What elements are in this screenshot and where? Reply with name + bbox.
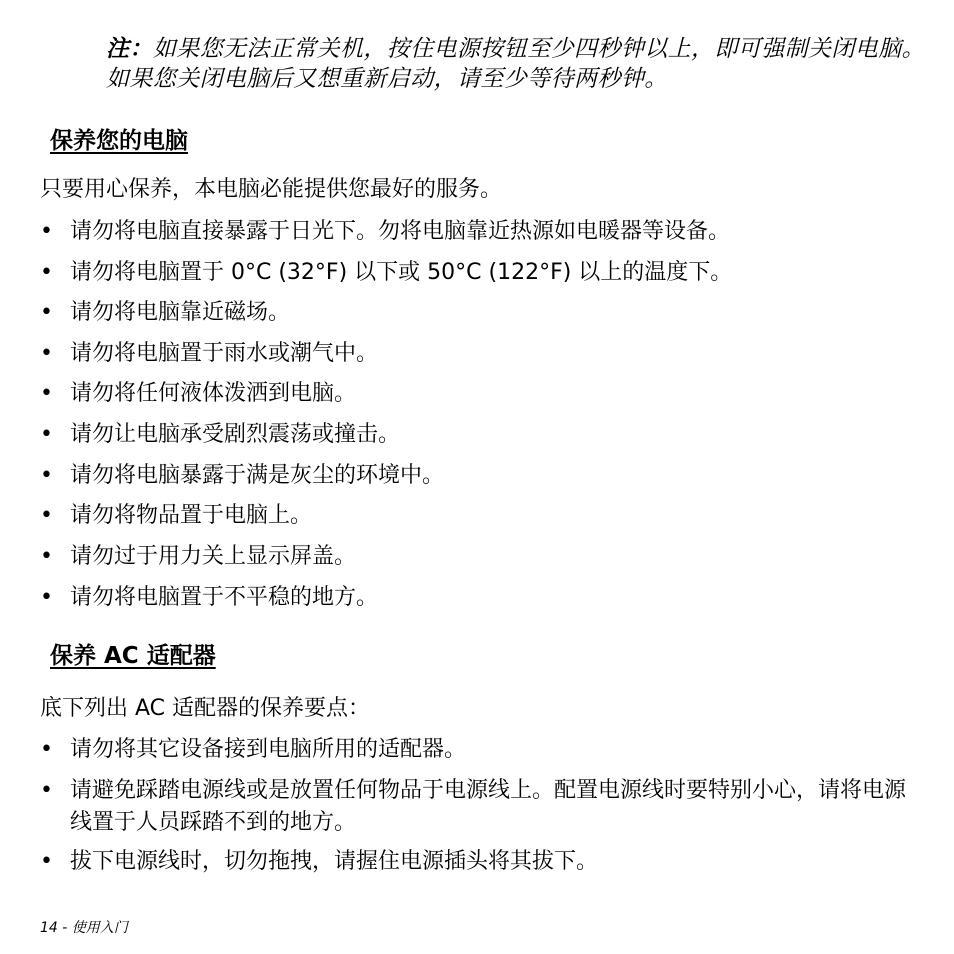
list-item: • 请勿将电脑置于雨水或潮气中。 [40,338,920,370]
bullet-icon: • [40,219,53,244]
bullet-icon: • [40,260,53,285]
bullet-icon: • [40,422,53,447]
section-heading-adapter-care: 保养 AC 适配器 [50,643,216,669]
computer-care-intro: 只要用心保养，本电脑必能提供您最好的服务。 [40,177,503,202]
list-item: • 请避免踩踏电源线或是放置任何物品于电源线上。配置电源线时要特别小心，请将电源线置于人员踩踏不到的地方。 [40,775,920,839]
bullet-icon: • [40,463,53,488]
section-heading-computer-care: 保养您的电脑 [50,128,188,154]
list-item: • 请勿将电脑直接暴露于日光下。勿将电脑靠近热源如电暖器等设备。 [40,216,920,248]
note-text: 如果您无法正常关机，按住电源按钮至少四秒钟以上，即可强制关闭电脑。如果您关闭电脑后又想重新启动，请至少等待两秒钟。 [106,36,926,92]
bullet-icon: • [40,381,53,406]
page-footer: 14 - 使用入门 [40,920,128,936]
list-item: • 请勿将电脑置于 0°C (32°F) 以下或 50°C (122°F) 以上的温度下。 [40,257,920,289]
bullet-icon: • [40,341,53,366]
list-item: • 请勿过于用力关上显示屏盖。 [40,541,920,573]
bullet-icon: • [40,585,53,610]
bullet-icon: • [40,503,53,528]
bullet-icon: • [40,737,53,762]
bullet-icon: • [40,778,53,803]
bullet-icon: • [40,849,53,874]
list-item: • 拔下电源线时，切勿拖拽，请握住电源插头将其拔下。 [40,846,920,878]
adapter-care-intro: 底下列出 AC 适配器的保养要点： [40,696,371,721]
list-item: • 请勿让电脑承受剧烈震荡或撞击。 [40,419,920,451]
list-item: • 请勿将电脑靠近磁场。 [40,297,920,329]
list-item: • 请勿将任何液体泼洒到电脑。 [40,378,920,410]
bullet-icon: • [40,300,53,325]
list-item: • 请勿将电脑暴露于满是灰尘的环境中。 [40,460,920,492]
note-label: 注： [106,36,153,62]
bullet-icon: • [40,544,53,569]
list-item: • 请勿将电脑置于不平稳的地方。 [40,582,920,614]
list-item: • 请勿将其它设备接到电脑所用的适配器。 [40,734,920,766]
list-item: • 请勿将物品置于电脑上。 [40,500,920,532]
shutdown-note [106,34,926,94]
